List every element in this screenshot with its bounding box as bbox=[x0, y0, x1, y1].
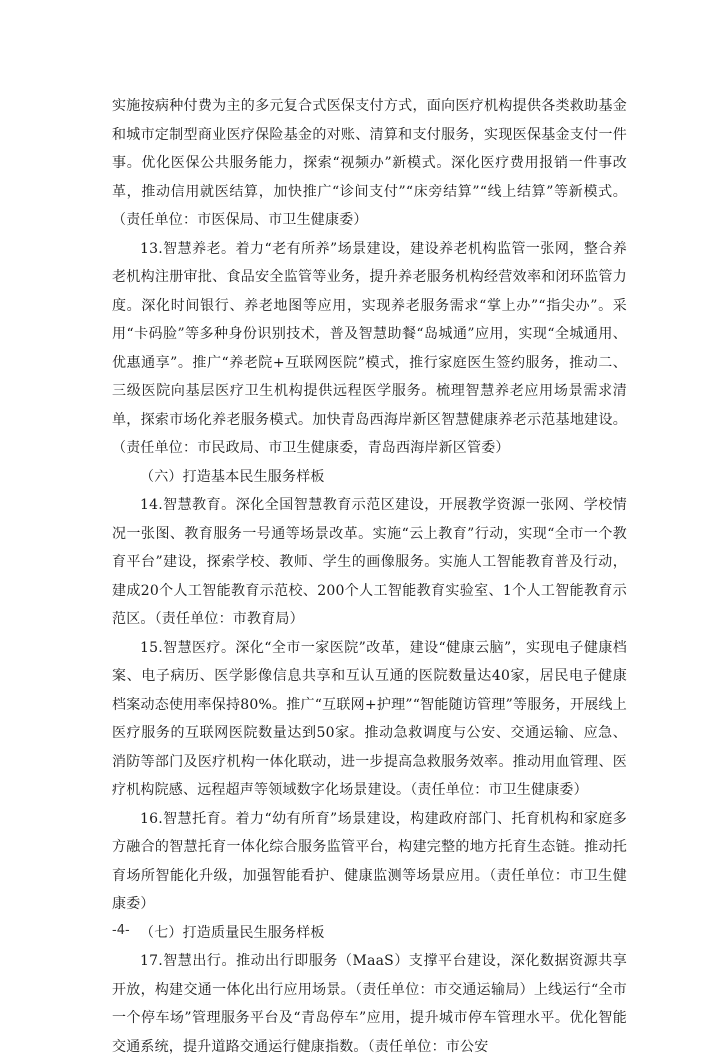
paragraph-smart-education: 14.智慧教育。深化全国智慧教育示范区建设，开展教学资源一张网、学校情况一张图、教育服务一号通等场景改革。实施“云上教育”行动，实现“全市一个教育平台”建设，探索学校、教师、学生的画像服务。实施人工智能教育普及行动，建成20个人工智能教育示范校、200个人工智能教育实验室、1个人工智能教育示范区。（责任单位：市教育局） bbox=[112, 497, 627, 627]
document-body bbox=[112, 92, 627, 1061]
section-heading-basic-livelihood: （六）打造基本民生服务样板 bbox=[140, 468, 325, 485]
paragraph-smart-healthcare: 15.智慧医疗。深化“全市一家医院”改革，建设“健康云脑”，实现电子健康档案、电子病历、医学影像信息共享和互认互通的医院数量达40家，居民电子健康档案动态使用率保持80%。推广“互联网+护理”“智能随访管理”等服务，开展线上医疗服务的互联网医院数量达到50家。推动急救调度与公安、交通运输、应急、消防等部门及医疗机构一体化联动，进一步提高急救服务效率。推动用血管理、医疗机构院感、远程超声等领域数字化场景建设。（责任单位：市卫生健康委） bbox=[112, 639, 627, 798]
paragraph-smart-travel: 17.智慧出行。推动出行即服务（MaaS）支撑平台建设，深化数据资源共享开放，构建交通一体化出行应用场景。（责任单位：市交通运输局）上线运行“全市一个停车场”管理服务平台及“青岛停车”应用，提升城市停车管理水平。优化智能交通系统，提升道路交通运行健康指数。（责任单位：市公安 bbox=[112, 953, 627, 1055]
page-number: -4- bbox=[112, 923, 130, 938]
paragraph-smart-childcare: 16.智慧托育。着力“幼有所育”场景建设，构建政府部门、托育机构和家庭多方融合的智慧托育一体化综合服务监管平台，构建完整的地方托育生态链。推动托育场所智能化升级，加强智能看护、健康监测等场景应用。（责任单位：市卫生健康委） bbox=[112, 810, 627, 912]
paragraph-medical-insurance-continued: 实施按病种付费为主的多元复合式医保支付方式，面向医疗机构提供各类救助基金和城市定制型商业医疗保险基金的对账、清算和支付服务，实现医保基金支付一件事。优化医保公共服务能力，探索“视频办”新模式。深化医疗费用报销一件事改革，推动信用就医结算，加快推广“诊间支付”“床旁结算”“线上结算”等新模式。（责任单位：市医保局、市卫生健康委） bbox=[112, 98, 627, 228]
section-heading-quality-livelihood: （七）打造质量民生服务样板 bbox=[140, 924, 325, 941]
paragraph-smart-elderly-care: 13.智慧养老。着力“老有所养”场景建设，建设养老机构监管一张网，整合养老机构注册审批、食品安全监管等业务，提升养老服务机构经营效率和闭环监管力度。深化时间银行、养老地图等应用，实现养老服务需求“掌上办”“指尖办”。采用“卡码脸”等多种身份识别技术，普及智慧助餐“岛城通”应用，实现“全城通用、优惠通享”。推广“养老院+互联网医院”模式，推行家庭医生签约服务，推动二、三级医院向基层医疗卫生机构提供远程医学服务。梳理智慧养老应用场景需求清单，探索市场化养老服务模式。加快青岛西海岸新区智慧健康养老示范基地建设。（责任单位：市民政局、市卫生健康委，青岛西海岸新区管委） bbox=[112, 240, 627, 456]
